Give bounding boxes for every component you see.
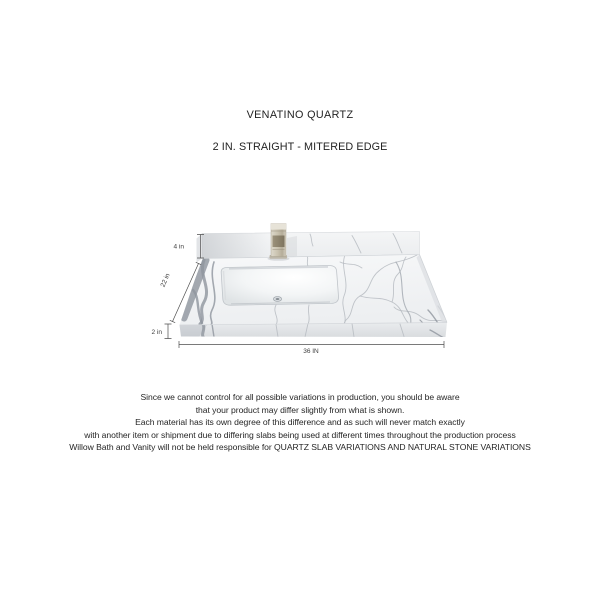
- product-title: VENATINO QUARTZ: [246, 109, 354, 121]
- sink-drain: [273, 297, 281, 302]
- dimension-thickness: [152, 324, 172, 339]
- dimension-label-depth: 22 in: [159, 272, 172, 289]
- sink-basin: [221, 265, 338, 305]
- variation-disclaimer: [0, 391, 600, 454]
- disclaimer-line: that your product may differ slightly from what is shown.: [195, 404, 405, 415]
- disclaimer-line: Each material has its own degree of this difference and as such will never match exactly: [135, 417, 465, 428]
- dimension-label-thickness: 2 in: [151, 329, 162, 336]
- dimension-width: [179, 341, 444, 355]
- edge-style-subtitle: 2 IN. STRAIGHT - MITERED EDGE: [212, 141, 388, 153]
- disclaimer-line: Since we cannot control for all possible variations in production, you should be aware: [140, 392, 460, 402]
- dimension-label-backsplash-height: 4 in: [173, 243, 184, 251]
- dimension-label-width: 36 IN: [303, 348, 319, 355]
- disclaimer-line: with another item or shipment due to differing slabs being used at different times throughout the production process: [84, 429, 516, 440]
- disclaimer-line: Willow Bath and Vanity will not be held responsible for QUARTZ SLAB VARIATIONS AND NATURAL STONE VARIATIONS: [69, 442, 531, 453]
